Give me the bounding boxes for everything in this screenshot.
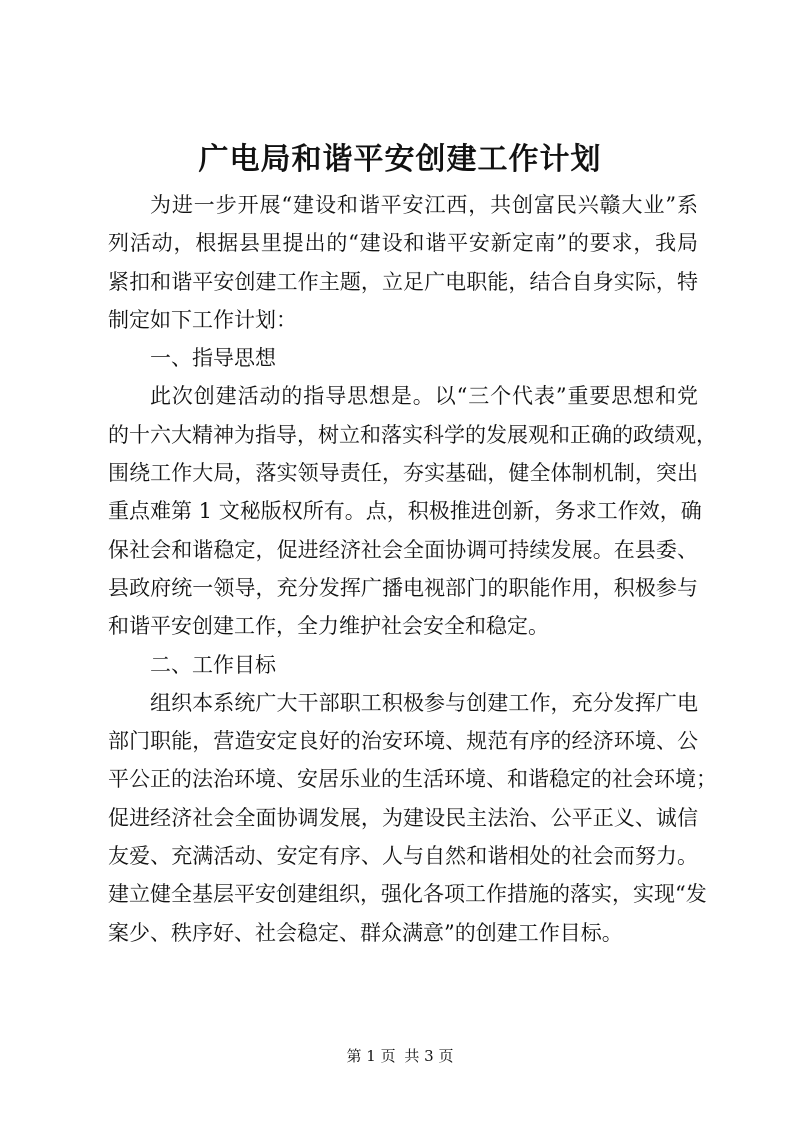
body-line: 的十六大精神为指导，树立和落实科学的发展观和正确的政绩观， (108, 422, 717, 447)
page-footer (0, 1046, 800, 1066)
body-line: 紧扣和谐平安创建工作主题，立足广电职能，结合自身实际，特 (108, 269, 698, 294)
body-line: 重点难第 1 文秘版权所有。点，积极推进创新，务求工作效，确 (108, 499, 702, 524)
body-line: 二、工作目标 (150, 652, 276, 677)
document-title: 广电局和谐平安创建工作计划 (198, 142, 602, 177)
document-body (108, 186, 717, 952)
body-line: 列活动，根据县里提出的“建设和谐平安新定南”的要求，我局 (108, 231, 698, 256)
body-line: 制定如下工作计划： (108, 307, 297, 332)
body-line: 为进一步开展“建设和谐平安江西，共创富民兴赣大业”系 (150, 193, 698, 217)
body-line: 保社会和谐稳定，促进经济社会全面协调可持续发展。在县委、 (108, 537, 698, 562)
body-line: 围绕工作大局，落实领导责任，夯实基础，健全体制机制，突出 (108, 461, 698, 486)
page-number: 第 1 页 (346, 1047, 396, 1065)
body-line: 县政府统一领导，充分发挥广播电视部门的职能作用，积极参与 (108, 575, 698, 600)
page-total: 共 3 页 (404, 1047, 454, 1065)
body-line: 组织本系统广大干部职工积极参与创建工作，充分发挥广电 (150, 690, 698, 715)
body-line: 一、指导思想 (150, 346, 276, 371)
body-line: 友爱、充满活动、安定有序、人与自然和谐相处的社会而努力。 (108, 844, 698, 869)
body-line: 案少、秩序好、社会稳定、群众满意”的创建工作目标。 (108, 920, 623, 945)
body-line: 此次创建活动的指导思想是。以“三个代表”重要思想和党 (150, 384, 698, 409)
body-line: 促进经济社会全面协调发展，为建设民主法治、公平正义、诚信 (108, 805, 698, 830)
body-line: 建立健全基层平安创建组织，强化各项工作措施的落实，实现“发 (108, 882, 707, 907)
body-line: 平公正的法治环境、安居乐业的生活环境、和谐稳定的社会环境； (108, 767, 717, 792)
body-line: 和谐平安创建工作，全力维护社会安全和稳定。 (108, 614, 549, 639)
body-line: 部门职能，营造安定良好的治安环境、规范有序的经济环境、公 (108, 729, 698, 754)
